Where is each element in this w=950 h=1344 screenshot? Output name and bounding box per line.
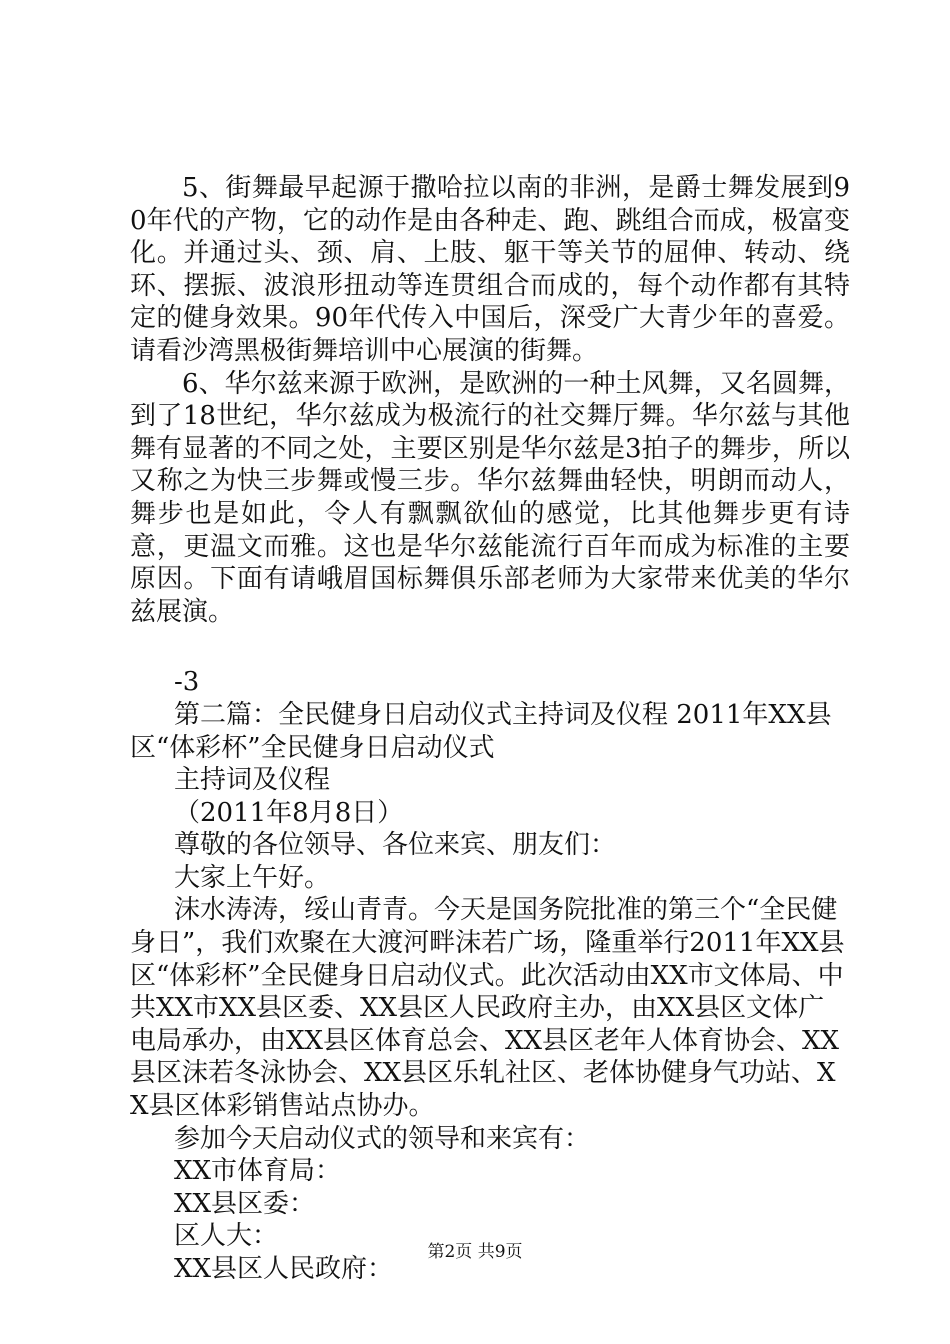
document-body — [130, 172, 850, 1286]
morning-greeting: 大家上午好。 — [174, 862, 331, 893]
page-marker: -3 — [174, 667, 200, 698]
attendee-org-2: XX县区委： — [174, 1188, 316, 1219]
attendees-intro: 参加今天启动仪式的领导和来宾有： — [174, 1123, 591, 1154]
event-date: （2011年8月8日） — [174, 797, 404, 828]
paragraph-gap — [130, 628, 850, 666]
paragraph-street-dance: 5、街舞最早起源于撒哈拉以南的非洲，是爵士舞发展到90年代的产物，它的动作是由各种走、跑、跳组合而成，极富变化。并通过头、颈、肩、上肢、躯干等关节的屈伸、转动、绕环、摆振、波浪形扭动等连贯组合而成的，每个动作都有其特定的健身效果。90年代传入中国后，深受广大青少年的喜爱。请看沙湾黑极街舞培训中心展演的街舞。 — [130, 173, 850, 366]
intro-paragraph: 沫水涛涛，绥山青青。今天是国务院批准的第三个“全民健身日”，我们欢聚在大渡河畔沫若广场，隆重举行2011年XX县区“体彩杯”全民健身日启动仪式。此次活动由XX市文体局、中共XX市XX县区委、XX县区人民政府主办，由XX县区文体广电局承办，由XX县区体育总会、XX县区老年人体育协会、XX县区沫若冬泳协会、XX县区乐轧社区、老体协健身气功站、XX县区体彩销售站点协办。 — [130, 895, 845, 1122]
attendee-org-1: XX市体育局： — [174, 1156, 342, 1187]
section-subheading: 主持词及仪程 — [174, 765, 331, 796]
attendee-org-4: XX县区人民政府： — [174, 1254, 394, 1284]
page-footer: 第2页 共9页 — [427, 1242, 523, 1262]
section-heading: 第二篇：全民健身日启动仪式主持词及仪程 2011年XX县区“体彩杯”全民健身日启动仪式 — [130, 699, 832, 763]
attendee-org-3: 区人大： — [174, 1221, 279, 1252]
paragraph-waltz: 6、华尔兹来源于欧洲，是欧洲的一种土风舞，又名圆舞，到了18世纪，华尔兹成为极流行的社交舞厅舞。华尔兹与其他舞有显著的不同之处，主要区别是华尔兹是3拍子的舞步，所以又称之为快三步舞或慢三步。华尔兹舞曲轻快，明朗而动人，舞步也是如此，令人有飘飘欲仙的感觉，比其他舞步更有诗意，更温文而雅。这也是华尔兹能流行百年而成为标准的主要原因。下面有请峨眉国标舞俱乐部老师为大家带来优美的华尔兹展演。 — [130, 368, 850, 627]
greeting-line: 尊敬的各位领导、各位来宾、朋友们： — [174, 830, 617, 861]
